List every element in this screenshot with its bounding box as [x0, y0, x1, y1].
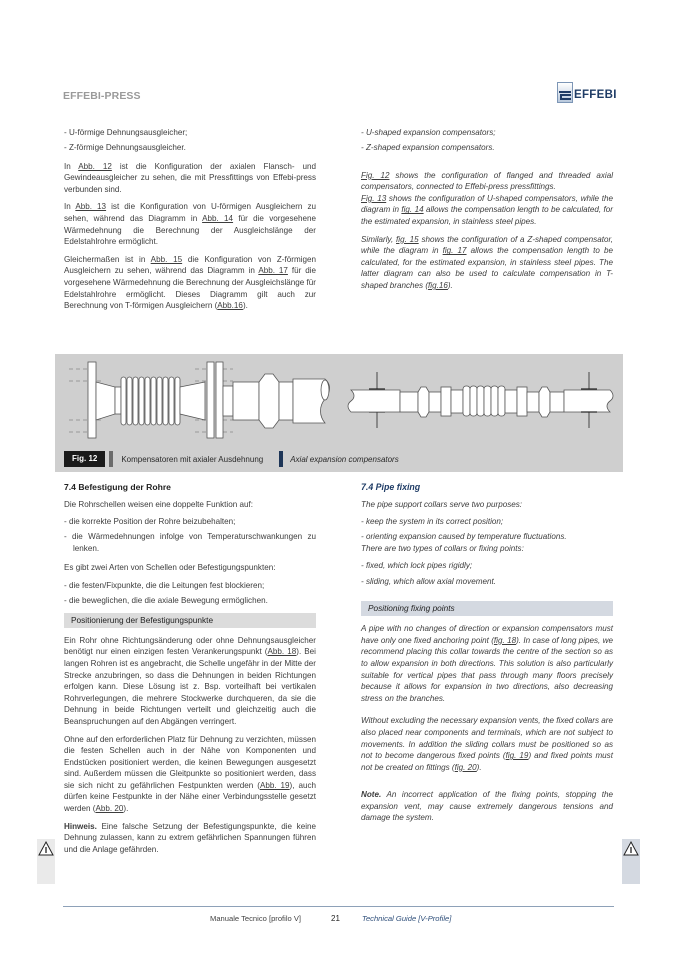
paragraph: Ohne auf den erforderlichen Platz für Dehnung zu verzichten, müssen die festen Schellen auch in der Nähe von Komponenten und Endstücken positioniert werden, die keinen Bewegungen ausgesetzt sind. Außerdem müssen die Gleitpunkte so positioniert werden, dass sie sich nicht zu gefährlichen Festpunkten werden (Abb. 19), auch dürfen keine Festpunkte in der Nähe einer Verbindungsstelle gesetzt werden (Abb. 20).	[64, 734, 316, 814]
list-item: - Z-shaped expansion compensators.	[361, 143, 495, 153]
ref-link[interactable]: fig. 20	[454, 762, 477, 772]
logo-text: EFFEBI	[574, 88, 617, 101]
list-item: - orienting expansion caused by temperature fluctuations.	[361, 532, 567, 542]
figure-12	[55, 354, 623, 472]
paragraph: Similarly, fig. 15 shows the configuration of a Z-shaped compensator, while the diagram in fig. 17 allows the compensation length to be calculated, for the estimated expansion, in stainless steel pipes. The latter diagram can also be used to calculate compensation in T-shaped branches (fig.16).	[361, 234, 614, 291]
section-en	[361, 482, 613, 830]
paragraph: Fig. 12 shows the configuration of flanged and threaded axial compensators, connected to Effebi-press pressfittings.	[361, 170, 613, 192]
ref-link[interactable]: fig. 18	[493, 635, 517, 645]
footer-left: Manuale Tecnico [profilo V]	[210, 914, 302, 923]
ref-link[interactable]: fig.16	[428, 281, 448, 291]
page-number: 21	[331, 914, 340, 923]
list-item: - Z-förmige Dehnungsausgleicher.	[64, 143, 186, 153]
intro-en	[361, 127, 613, 298]
footer-right: Technical Guide [V-Profile]	[362, 914, 452, 923]
paragraph: The pipe support collars serve two purposes:	[361, 499, 523, 509]
list-item: - fixed, which lock pipes rigidly;	[361, 561, 473, 571]
paragraph: In Abb. 12 ist die Konfiguration der axialen Flansch- und Gewindeausgleicher zu sehen, die mit Pressfittings von Effebi-press verbunden sind.	[64, 161, 317, 194]
axial-compensator-drawing	[55, 354, 623, 450]
paragraph: In Abb. 13 ist die Konfiguration von U-förmigen Ausgleichern zu sehen, während das Diagramm in Abb. 14 für die vorgesehene Wärmedehnung die Berechnung der Ausgleichslänge der Edelstahlrohre ermöglicht.	[64, 202, 317, 247]
note: Hinweis. Eine falsche Setzung der Befestigungspunkte, die keine Dehnung zulassen, kann zu extrem gefährlichen Spannungen führen und die Anlage gefährden.	[64, 821, 316, 854]
ref-link[interactable]: fig. 14	[401, 205, 424, 215]
list-item: - die beweglichen, die die axiale Bewegung ermöglichen.	[64, 596, 268, 606]
note: Note. An incorrect application of the fixing points, stopping the expansion vent, may cause extremely dangerous tensions and damage the system.	[361, 790, 613, 823]
caption-en: Axial expansion compensators	[290, 454, 399, 464]
list-item: - keep the system in its correct position;	[361, 517, 504, 527]
list-item: - sliding, which allow axial movement.	[361, 576, 496, 586]
paragraph: Es gibt zwei Arten von Schellen oder Befestigungspunkten:	[64, 563, 276, 573]
list-item: - U-förmige Dehnungsausgleicher;	[64, 128, 188, 137]
effebi-logo-icon	[557, 82, 573, 103]
ref-link[interactable]: Abb. 17	[258, 266, 288, 276]
ref-link[interactable]: Abb. 13	[75, 202, 107, 212]
subsection-title: Positionierung der Befestigungspunkte	[64, 613, 316, 628]
figure-tag: Fig. 12	[64, 451, 105, 467]
section-de	[64, 482, 316, 861]
section-title: 7.4 Befestigung der Rohre	[64, 482, 171, 492]
ref-link[interactable]: Abb. 19	[259, 780, 290, 790]
section-title: 7.4 Pipe fixing	[361, 482, 421, 492]
list-item: - U-shaped expansion compensators;	[361, 128, 496, 137]
ref-link[interactable]: fig. 17	[442, 246, 467, 256]
paragraph: Fig. 13 shows the configuration of U-shaped compensators, while the diagram in fig. 14 allows the compensation length to be calculated, for the estimated expansion, in stainless steel pipes.	[361, 193, 613, 227]
brand-name: EFFEBI-PRESS	[63, 90, 141, 102]
ref-link[interactable]: fig. 19	[505, 751, 529, 761]
paragraph: Ein Rohr ohne Richtungsänderung oder ohne Dehnungsausgleicher benötigt nur einen einzigen festen Verankerungspunkt (Abb. 18). Bei langen Rohren ist es angebracht, die Schelle ungefähr in der Mitte der Strecke anzubringen, so dass die Dehnungen in beiden Richtungen erfolgen kann. Diese Lösung ist z. Bsp. vorteilhaft bei vertikalen Rohrverlegungen, die mehrere Stockwerke durchqueren, da sie die Dehnung in beide Richtungen verteilt und gleichzeitig auch die Beanspruchungen auf den Abgängen verringert.	[64, 635, 316, 726]
list-item: - die korrekte Position der Rohre beizubehalten;	[64, 517, 236, 527]
figure-caption	[64, 450, 399, 468]
paragraph: A pipe with no changes of direction or expansion compensators must have only one fixed anchoring point (fig. 18). In case of long pipes, we recommend placing this collar towards the centre of the section so as to allow expansion in both directions. This solution is also particularly suitable for vertical pipes that pass through many floors precisely because it allows for expansion in two directions, also decreasing stress on the branches.	[361, 624, 613, 703]
note-label: Hinweis.	[64, 821, 97, 831]
caption-de: Kompensatoren mit axialer Ausdehnung	[121, 454, 264, 464]
ref-link[interactable]: Abb. 18	[267, 647, 297, 657]
list-item: - die Wärmedehnungen infolge von Temperaturschwankungen zu lenken.	[64, 532, 316, 553]
warning-icon	[37, 839, 55, 884]
paragraph: There are two types of collars or fixing points:	[361, 543, 524, 553]
paragraph: Die Rohrschellen weisen eine doppelte Funktion auf:	[64, 499, 253, 509]
list-item: - die festen/Fixpunkte, die die Leitungen fest blockieren;	[64, 581, 265, 591]
ref-link[interactable]: Abb. 15	[150, 254, 183, 264]
ref-link[interactable]: Abb. 20	[95, 804, 124, 814]
caption-divider	[279, 451, 283, 467]
paragraph: Without excluding the necessary expansion vents, the fixed collars are also placed near components and terminals, which are not subject to movements. In addition the sliding collars must be positioned so as not to become dangerous fixed points (fig. 19) and fixed points must not be created on fittings (fig. 20).	[361, 716, 613, 772]
warning-icon	[622, 839, 640, 884]
caption-divider	[109, 451, 113, 467]
paragraph: Gleichermaßen ist in Abb. 15 die Konfiguration von Z-förmigen Ausgleichern zu sehen, während das Diagramm in Abb. 17 für die vorgesehene Wärmedehnung die Berechnung der Ausgleichslänge für Edelstahlrohre ermöglicht. Dieses Diagramm gilt auch zur Berechnung von T-förmigen Ausgleichern (Abb.16).	[64, 254, 316, 311]
ref-link[interactable]: Abb. 12	[78, 161, 112, 171]
ref-link[interactable]: Abb.16	[217, 301, 243, 311]
footer-divider	[63, 906, 614, 907]
ref-link[interactable]: Fig. 13	[361, 193, 387, 203]
ref-link[interactable]: fig. 15	[396, 234, 419, 244]
ref-link[interactable]: Fig. 12	[361, 170, 390, 180]
ref-link[interactable]: Abb. 14	[202, 214, 234, 224]
subsection-title: Positioning fixing points	[361, 601, 613, 616]
effebi-logo	[557, 81, 617, 103]
intro-de	[64, 127, 316, 318]
note-label: Note.	[361, 790, 382, 800]
